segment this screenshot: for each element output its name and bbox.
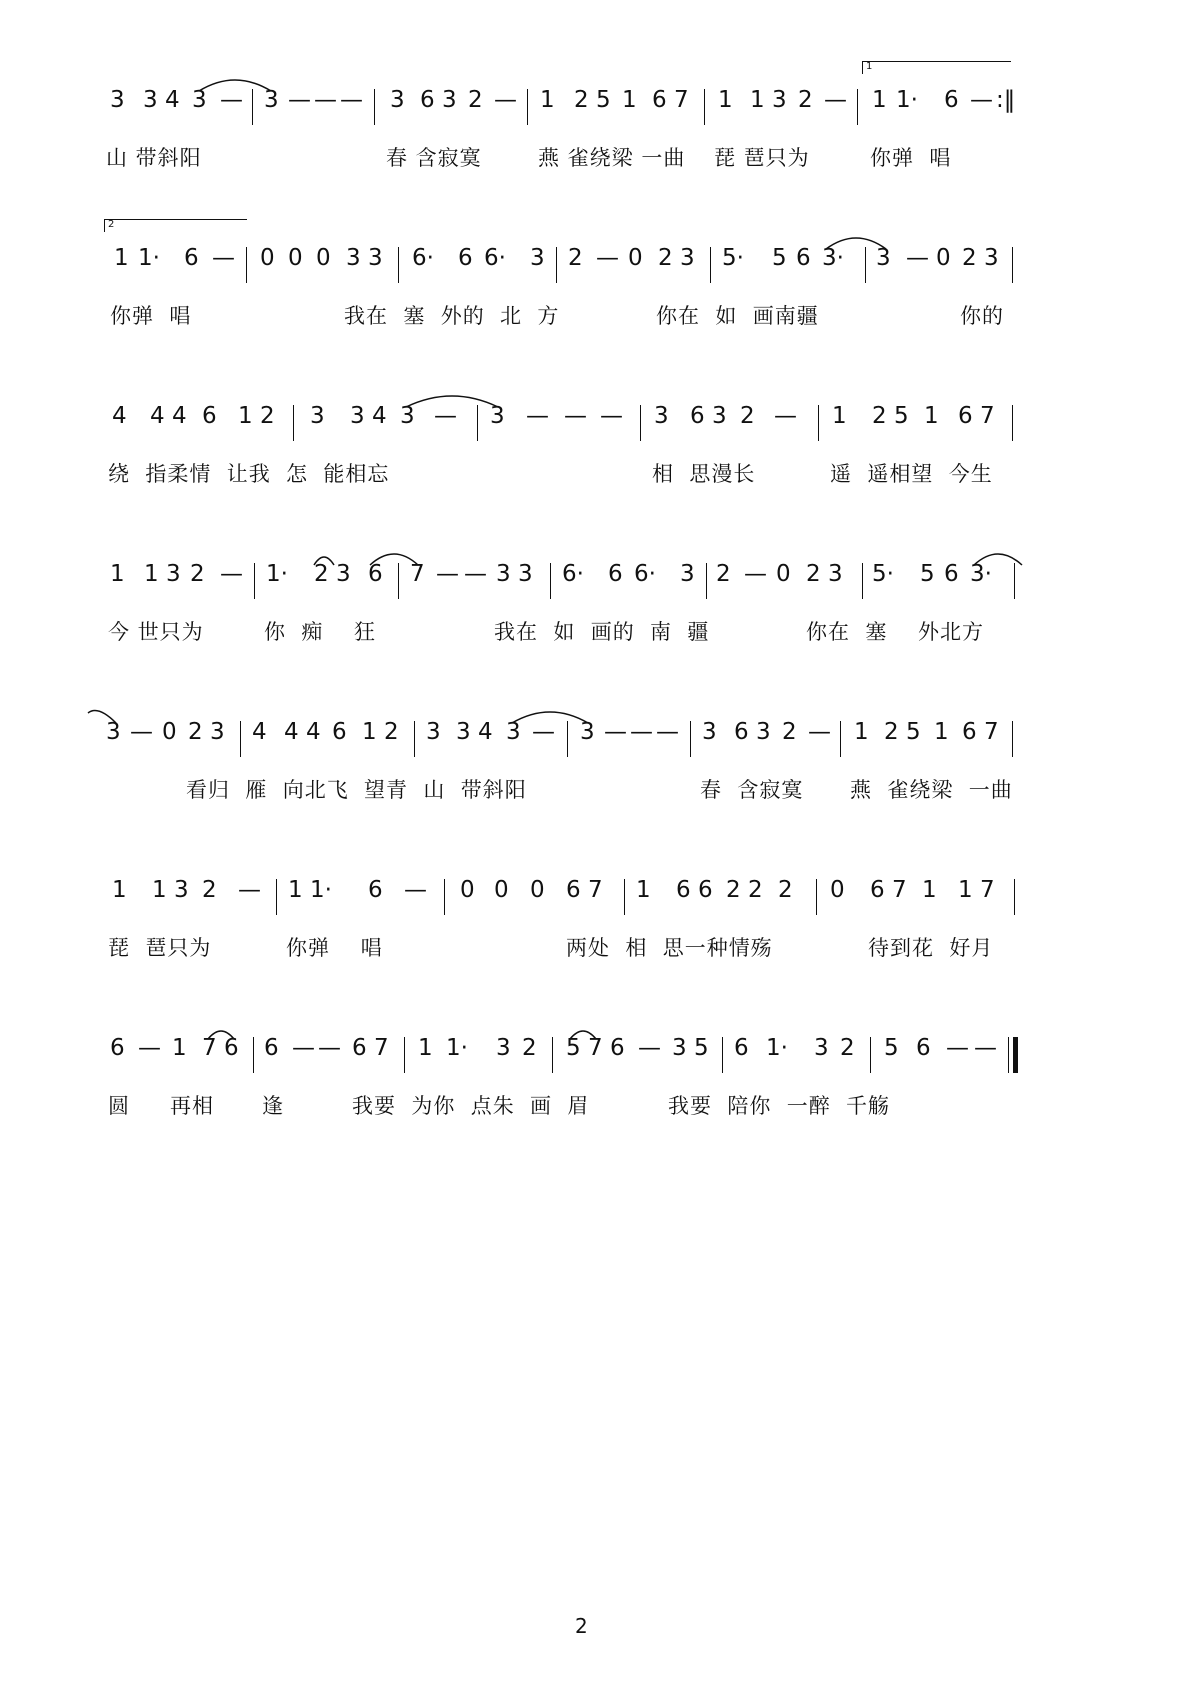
dash: — (212, 245, 235, 271)
note-pair: 2 3 (806, 561, 843, 587)
note: 0 (288, 245, 303, 271)
barline (246, 247, 247, 283)
lyric: 琵 琶只为 (714, 146, 810, 170)
note: 3 (702, 719, 717, 745)
tie-slur (568, 1025, 602, 1041)
score-line-1 (0, 61, 1190, 205)
lyric: 两处 相 思一种情殇 (566, 936, 773, 960)
note: 3 (654, 403, 669, 429)
note: 1· (896, 87, 918, 113)
note: 1 (114, 245, 129, 271)
note-pair: 2 5 (574, 87, 611, 113)
barline (706, 563, 707, 599)
lyric: 你在 塞 外北方 (806, 620, 985, 644)
lyric: 再相 (170, 1094, 214, 1118)
note-pair: 6 7 (962, 719, 999, 745)
note: 2 (782, 719, 797, 745)
dash: — (906, 245, 929, 271)
note: 0 (936, 245, 951, 271)
barline (550, 563, 551, 599)
note-pair: 1 2 (238, 403, 275, 429)
note: 1 (112, 877, 127, 903)
note: 1 (288, 877, 303, 903)
tie-slur (206, 1025, 240, 1041)
score-line-2 (0, 219, 1190, 363)
dash: — (318, 1035, 341, 1061)
barline (722, 1037, 723, 1073)
note: 6 (796, 245, 811, 271)
note-pair: 6 7 (352, 1035, 389, 1061)
tie-slur (510, 707, 594, 727)
dash: — (494, 87, 517, 113)
note: 5 (884, 1035, 899, 1061)
note-pair: 7 6 (202, 1035, 239, 1061)
note: 2 (740, 403, 755, 429)
barline (840, 721, 841, 757)
lyric: 你 痴 狂 (264, 620, 377, 644)
lyric: 你在 如 画南疆 (656, 304, 819, 328)
note: 0 (830, 877, 845, 903)
dash: — (774, 403, 797, 429)
note-pair: 2 2 (726, 877, 763, 903)
note: 0 (530, 877, 545, 903)
note: 0 (628, 245, 643, 271)
note: 1 (922, 877, 937, 903)
note: 2 (716, 561, 731, 587)
note: 6 (944, 561, 959, 587)
dash: — (656, 719, 679, 745)
dash: — (288, 87, 311, 113)
barline (1012, 721, 1013, 757)
note-pair: 2 3 (962, 245, 999, 271)
lyrics-row (0, 617, 1190, 657)
note: 2 (778, 877, 793, 903)
lyric: 遥 遥相望 今生 (830, 462, 993, 486)
note: 0 (162, 719, 177, 745)
barline (640, 405, 641, 441)
lyric: 圆 (108, 1094, 130, 1118)
barline (704, 89, 705, 125)
dash: — (292, 1035, 315, 1061)
note: 1 (418, 1035, 433, 1061)
note: 1 (832, 403, 847, 429)
lyric: 你的 (960, 304, 1004, 328)
lyric: 逢 (262, 1094, 284, 1118)
note: 1 (540, 87, 555, 113)
score-line-7 (0, 1033, 1190, 1153)
dash: — (824, 87, 847, 113)
note: 3 (426, 719, 441, 745)
tie-slur (86, 709, 126, 727)
lyric: 燕 雀绕梁 一曲 (850, 778, 1013, 802)
barline (254, 563, 255, 599)
dash: — (130, 719, 153, 745)
note: 2 (190, 561, 205, 587)
note: 3 (110, 87, 125, 113)
note: 3 (310, 403, 325, 429)
barline (1012, 247, 1013, 283)
barline (404, 1037, 405, 1073)
dash: — (434, 403, 457, 429)
note-pair: 6 3 (420, 87, 457, 113)
lyrics-row (0, 459, 1190, 499)
barline (444, 879, 445, 915)
dash: — (596, 245, 619, 271)
score-line-4 (0, 559, 1190, 679)
note: 2 (202, 877, 217, 903)
note: 3 (680, 561, 695, 587)
note-pair: 1 7 (958, 877, 995, 903)
volta-1: 1 (862, 61, 1011, 74)
dash: — (974, 1035, 997, 1061)
lyric: 山 带斜阳 (106, 146, 202, 170)
dash: — (532, 719, 555, 745)
score-line-5 (0, 717, 1190, 837)
note: 0 (260, 245, 275, 271)
note: 3 (336, 561, 351, 587)
lyric: 你弹 唱 (286, 936, 383, 960)
note-pair: 3 4 (350, 403, 387, 429)
note: 1· (310, 877, 332, 903)
note: 3· (970, 561, 992, 587)
lyric: 春 含寂寞 (386, 146, 482, 170)
lyrics-row (0, 775, 1190, 815)
note: 6 (184, 245, 199, 271)
barline (240, 721, 241, 757)
notes-row (0, 875, 1190, 935)
note: 5· (872, 561, 894, 587)
note: 1 (924, 403, 939, 429)
note: 6 (610, 1035, 625, 1061)
tie-slur (972, 549, 1028, 569)
lyrics-row (0, 301, 1190, 341)
barline (253, 1037, 254, 1073)
lyric: 春 含寂寞 (700, 778, 804, 802)
note-pair: 2 5 (872, 403, 909, 429)
note-pair: 6 7 (652, 87, 689, 113)
note: 6· (484, 245, 506, 271)
barline (862, 563, 863, 599)
dash: — (340, 87, 363, 113)
barline (552, 1037, 553, 1073)
note: 6 (916, 1035, 931, 1061)
dash: — (744, 561, 767, 587)
note: 6 (734, 1035, 749, 1061)
note: 6 (608, 561, 623, 587)
barline (816, 879, 817, 915)
note: 3 (876, 245, 891, 271)
barline (690, 721, 691, 757)
note: 1 (172, 1035, 187, 1061)
note: 1 (718, 87, 733, 113)
note: 1· (766, 1035, 788, 1061)
note-pair: 4 4 (150, 403, 187, 429)
note-pair: 1 3 (144, 561, 181, 587)
dash: — (436, 561, 459, 587)
note: 5 (772, 245, 787, 271)
note: 2 (568, 245, 583, 271)
note: 5· (722, 245, 744, 271)
note-pair: 6 6 (676, 877, 713, 903)
barline (624, 879, 625, 915)
note-pair: 6 7 (870, 877, 907, 903)
dash: — (238, 877, 261, 903)
dash: — (404, 877, 427, 903)
dash: — (314, 87, 337, 113)
barline (870, 1037, 871, 1073)
barline (1014, 879, 1015, 915)
dash: — (526, 403, 549, 429)
note: 3 (106, 719, 121, 745)
note: 1· (446, 1035, 468, 1061)
dash: — (464, 561, 487, 587)
barline (293, 405, 294, 441)
lyrics-row (0, 143, 1190, 183)
note: 6 (944, 87, 959, 113)
note: 1· (266, 561, 288, 587)
notes-row (0, 85, 1190, 145)
lyric: 我要 陪你 一醉 千觞 (668, 1094, 891, 1118)
barline (398, 247, 399, 283)
note: 3 (506, 719, 521, 745)
note-pair: 1 2 (362, 719, 399, 745)
note: 1 (872, 87, 887, 113)
note-pair: 6 3 (734, 719, 771, 745)
note: 2 (840, 1035, 855, 1061)
note-pair: 3 5 (672, 1035, 709, 1061)
dash: — (604, 719, 627, 745)
barline (710, 247, 711, 283)
tie-slur (368, 549, 424, 569)
note: 3 (490, 403, 505, 429)
lyric: 待到花 好月 (868, 936, 994, 960)
note: 0 (494, 877, 509, 903)
note: 3 (530, 245, 545, 271)
note: 6 (202, 403, 217, 429)
note-pair: 1 3 (152, 877, 189, 903)
note-pair: 6 7 (958, 403, 995, 429)
lyric: 相 思漫长 (652, 462, 756, 486)
note: 0 (460, 877, 475, 903)
note: 1· (138, 245, 160, 271)
dash: — (600, 403, 623, 429)
score-line-6 (0, 875, 1190, 995)
dash: — (808, 719, 831, 745)
note: 3 (496, 1035, 511, 1061)
note: 2 (522, 1035, 537, 1061)
note: 2 (798, 87, 813, 113)
note: 6· (412, 245, 434, 271)
note-pair: 1 3 (750, 87, 787, 113)
dash: — (138, 1035, 161, 1061)
score-line-3 (0, 401, 1190, 521)
tie-slur (312, 551, 340, 567)
tie-slur (404, 391, 504, 411)
note: 2 (314, 561, 329, 587)
note: 4 (252, 719, 267, 745)
lyric: 你弹 唱 (110, 304, 192, 328)
dash: — (970, 87, 993, 113)
note: 6 (368, 877, 383, 903)
note: 3· (822, 245, 844, 271)
barline (818, 405, 819, 441)
note: 6 (368, 561, 383, 587)
note: 6 (264, 1035, 279, 1061)
note: 0 (316, 245, 331, 271)
barline (414, 721, 415, 757)
lyric: 绕 指柔情 让我 怎 能相忘 (108, 462, 390, 486)
note-pair: 4 4 (284, 719, 321, 745)
lyric: 琵 琶只为 (108, 936, 212, 960)
note: 1 (934, 719, 949, 745)
dash: — (220, 561, 243, 587)
note-pair: 3 4 (456, 719, 493, 745)
note: 3 (814, 1035, 829, 1061)
barline (1012, 405, 1013, 441)
dash: — (638, 1035, 661, 1061)
lyrics-row (0, 933, 1190, 973)
barline (556, 247, 557, 283)
lyric: 今 世只为 (108, 620, 204, 644)
note: 1 (636, 877, 651, 903)
tie-slur (824, 233, 894, 253)
note-pair: 2 3 (658, 245, 695, 271)
note: 0 (776, 561, 791, 587)
note: 6 (332, 719, 347, 745)
lyric: 燕 雀绕梁 一曲 (538, 146, 686, 170)
note-pair: 6 3 (690, 403, 727, 429)
note: 6 (458, 245, 473, 271)
notes-row (0, 401, 1190, 461)
page-number: 2 (575, 1614, 588, 1638)
note: 6· (562, 561, 584, 587)
note: 7 (410, 561, 425, 587)
notes-row (0, 1033, 1190, 1093)
lyric: 我在 塞 外的 北 方 (344, 304, 560, 328)
note: 3 (580, 719, 595, 745)
lyric: 你弹 唱 (870, 146, 952, 170)
lyric: 我在 如 画的 南 疆 (494, 620, 710, 644)
note: 3 (192, 87, 207, 113)
note-pair: 3 4 (143, 87, 180, 113)
barline (276, 879, 277, 915)
note: 3 (400, 403, 415, 429)
note-pair: 3 3 (496, 561, 533, 587)
notes-row (0, 717, 1190, 777)
barline (527, 89, 528, 125)
lyric: 看归 雁 向北飞 望青 山 带斜阳 (186, 778, 527, 802)
note-pair: 5 7 (566, 1035, 603, 1061)
note: 1 (622, 87, 637, 113)
note: 6 (110, 1035, 125, 1061)
dash: — (564, 403, 587, 429)
note: 6· (634, 561, 656, 587)
note: 3 (264, 87, 279, 113)
dash: — (220, 87, 243, 113)
note-pair: 6 7 (566, 877, 603, 903)
dash: — (946, 1035, 969, 1061)
barline (857, 89, 858, 125)
tie-slur (197, 75, 277, 95)
lyrics-row (0, 1091, 1190, 1131)
final-barline (1008, 1037, 1020, 1073)
note-pair: 2 3 (188, 719, 225, 745)
note: 3 (390, 87, 405, 113)
note: 2 (468, 87, 483, 113)
barline (374, 89, 375, 125)
lyric: 我要 为你 点朱 画 眉 (352, 1094, 590, 1118)
dash: — (630, 719, 653, 745)
note: 1 (854, 719, 869, 745)
note: 1 (110, 561, 125, 587)
note-pair: 3 3 (346, 245, 383, 271)
notes-row (0, 243, 1190, 303)
volta-2: 2 (104, 219, 247, 232)
note: 5 (920, 561, 935, 587)
note-pair: 2 5 (884, 719, 921, 745)
note: 4 (112, 403, 127, 429)
repeat-end: :‖ (996, 87, 1016, 113)
